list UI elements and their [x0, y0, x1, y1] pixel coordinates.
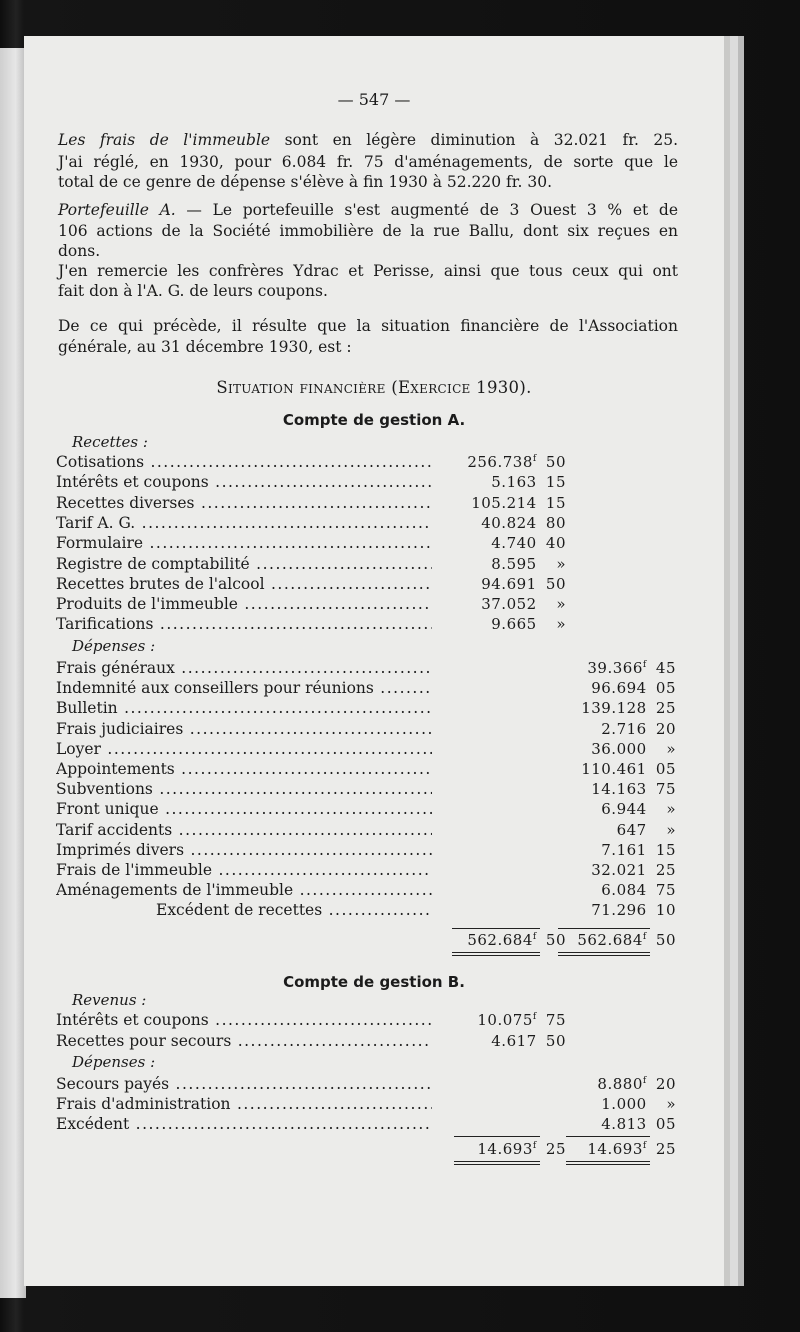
double-rule-b2	[566, 1161, 650, 1165]
recette-amount: 5.163 15	[491, 473, 566, 492]
depense-label: Aménagements de l'immeuble .....	[56, 880, 432, 900]
depense-label: Loyer .....	[56, 739, 432, 759]
recette-row	[56, 594, 656, 614]
compte-a-title: Compte de gestion A.	[282, 411, 466, 429]
revenu-amount: 10.075$^f$ 75	[477, 1011, 566, 1029]
double-rule-a1	[452, 952, 540, 956]
depense-row	[56, 658, 676, 678]
intro-line-3: total de ce genre de dépense s'élève à fin 1930 à 52.220 fr. 30.	[58, 173, 552, 191]
depense-amount: 39.366$^f$ 45	[587, 659, 676, 677]
recette-row	[56, 493, 656, 513]
depenses-label-b: Dépenses :	[72, 1053, 156, 1071]
depense-amount: 110.461 05	[581, 760, 676, 778]
excedent-recettes-amount: 71.296 10	[591, 901, 676, 920]
excedent-recettes-row	[56, 900, 676, 920]
recette-label: Formulaire .....	[56, 533, 432, 553]
recette-amount: 94.691 50	[481, 574, 566, 593]
depense-b-row	[56, 1094, 676, 1114]
recette-amount: 9.665 »	[491, 615, 566, 634]
depense-b-amount: 8.880$^f$ 20	[597, 1075, 676, 1093]
total-a-col2: 562.684$^f$ 50	[577, 931, 676, 949]
document-page	[24, 36, 730, 1286]
depense-label: Appointements .....	[56, 759, 432, 779]
total-rule-a2	[558, 928, 650, 929]
recette-row	[56, 452, 656, 472]
depense-amount: 96.694 05	[591, 679, 676, 698]
situation-title: Situation financière (Exercice 1930).	[216, 378, 532, 397]
total-row-b	[56, 1139, 676, 1159]
depense-label: Frais judiciaires .....	[56, 719, 432, 739]
intro-line-4: Portefeuille A. — Le portefeuille s'est augmenté de 3 Ouest 3 % et de	[58, 201, 678, 219]
depense-label: Subventions .....	[56, 779, 432, 799]
recette-label: Recettes diverses .....	[56, 493, 432, 513]
recette-amount: 256.738$^f$ 50	[467, 453, 566, 471]
intro-line-6: dons.	[58, 242, 101, 260]
recette-label: Tarifications .....	[56, 614, 432, 634]
revenu-row	[56, 1010, 656, 1030]
recette-amount: 105.214 15	[471, 493, 566, 512]
depense-row	[56, 880, 676, 900]
recettes-label: Recettes :	[72, 433, 148, 451]
depense-row	[56, 698, 676, 718]
depense-b-amount: 1.000 »	[601, 1095, 676, 1113]
page-number: — 547 —	[337, 90, 411, 109]
depense-row	[56, 779, 676, 799]
recette-row	[56, 472, 656, 492]
depense-row	[56, 739, 676, 759]
depense-label: Bulletin .....	[56, 698, 432, 718]
depense-b-label: Excédent .....	[56, 1114, 432, 1134]
depense-label: Front unique .....	[56, 799, 432, 819]
total-rule-b2	[566, 1136, 650, 1137]
recette-label: Registre de comptabilité .....	[56, 554, 432, 574]
depense-amount: 6.944 »	[601, 800, 676, 819]
total-a-col1: 562.684$^f$ 50	[467, 931, 566, 949]
depense-label: Imprimés divers .....	[56, 840, 432, 860]
recette-amount: 37.052 »	[481, 595, 566, 614]
recette-label: Intérêts et coupons .....	[56, 472, 432, 492]
depense-b-label: Frais d'administration .....	[56, 1094, 432, 1114]
depense-label: Tarif accidents .....	[56, 820, 432, 840]
depense-row	[56, 719, 676, 739]
revenu-amount: 4.617 50	[491, 1031, 566, 1050]
depense-row	[56, 799, 676, 819]
recette-row	[56, 614, 656, 634]
depense-amount: 32.021 25	[591, 861, 676, 879]
total-row-a	[56, 930, 676, 950]
depense-row	[56, 820, 676, 840]
total-b-col1: 14.693$^f$ 25	[477, 1140, 566, 1158]
intro-line-10: générale, au 31 décembre 1930, est :	[58, 338, 352, 356]
depense-b-row	[56, 1074, 676, 1094]
intro-line-2: J'ai réglé, en 1930, pour 6.084 fr. 75 d'aménagements, de sorte que le	[58, 153, 678, 171]
intro-line-7: J'en remercie les confrères Ydrac et Perisse, ainsi que tous ceux qui ont	[58, 262, 678, 280]
total-b-col2: 14.693$^f$ 25	[587, 1140, 676, 1158]
recette-amount: 40.824 80	[481, 513, 566, 532]
recette-row	[56, 574, 656, 594]
depense-label: Indemnité aux conseillers pour réunions .....	[56, 678, 432, 698]
intro-line-8: fait don à l'A. G. de leurs coupons.	[58, 282, 328, 300]
recette-label: Cotisations .....	[56, 452, 432, 472]
depense-row	[56, 759, 676, 779]
depense-row	[56, 840, 676, 860]
total-rule-a1	[452, 928, 540, 929]
recette-amount: 8.595 »	[491, 554, 566, 573]
recette-amount: 4.740 40	[491, 534, 566, 553]
revenu-label: Recettes pour secours .....	[56, 1031, 432, 1051]
double-rule-b1	[454, 1161, 540, 1165]
revenu-label: Intérêts et coupons .....	[56, 1010, 432, 1030]
depense-amount: 6.084 75	[601, 881, 676, 900]
depense-amount: 14.163 75	[591, 780, 676, 799]
facing-page-edge	[0, 48, 26, 1298]
total-rule-b1	[454, 1136, 540, 1137]
double-rule-a2	[558, 952, 650, 956]
depense-row	[56, 860, 676, 880]
depense-label: Frais généraux .....	[56, 658, 432, 678]
recette-label: Recettes brutes de l'alcool .....	[56, 574, 432, 594]
compte-b-title: Compte de gestion B.	[283, 973, 465, 991]
recette-row	[56, 513, 656, 533]
depense-b-label: Secours payés .....	[56, 1074, 432, 1094]
recette-row	[56, 533, 656, 553]
depense-amount: 647 »	[616, 820, 676, 839]
intro-line-1: Les frais de l'immeuble sont en légère diminution à 32.021 fr. 25.	[58, 131, 679, 149]
depense-amount: 2.716 20	[601, 719, 676, 738]
excedent-recettes-label: Excédent de recettes .....	[156, 900, 432, 920]
recette-label: Produits de l'immeuble .....	[56, 594, 432, 614]
intro-line-9: De ce qui précède, il résulte que la situation financière de l'Association	[58, 317, 678, 335]
depense-amount: 139.128 25	[581, 699, 676, 718]
depense-amount: 36.000 »	[591, 739, 676, 758]
recette-row	[56, 554, 656, 574]
depense-row	[56, 678, 676, 698]
intro-line-5: 106 actions de la Société immobilière de la rue Ballu, dont six reçues en	[58, 222, 678, 240]
depense-amount: 7.161 15	[601, 840, 676, 859]
recette-label: Tarif A. G. .....	[56, 513, 432, 533]
revenus-label: Revenus :	[72, 991, 147, 1009]
depense-b-amount: 4.813 05	[601, 1115, 676, 1133]
depenses-label-a: Dépenses :	[72, 637, 156, 655]
depense-b-row	[56, 1114, 676, 1134]
revenu-row	[56, 1031, 656, 1051]
depense-label: Frais de l'immeuble .....	[56, 860, 432, 880]
